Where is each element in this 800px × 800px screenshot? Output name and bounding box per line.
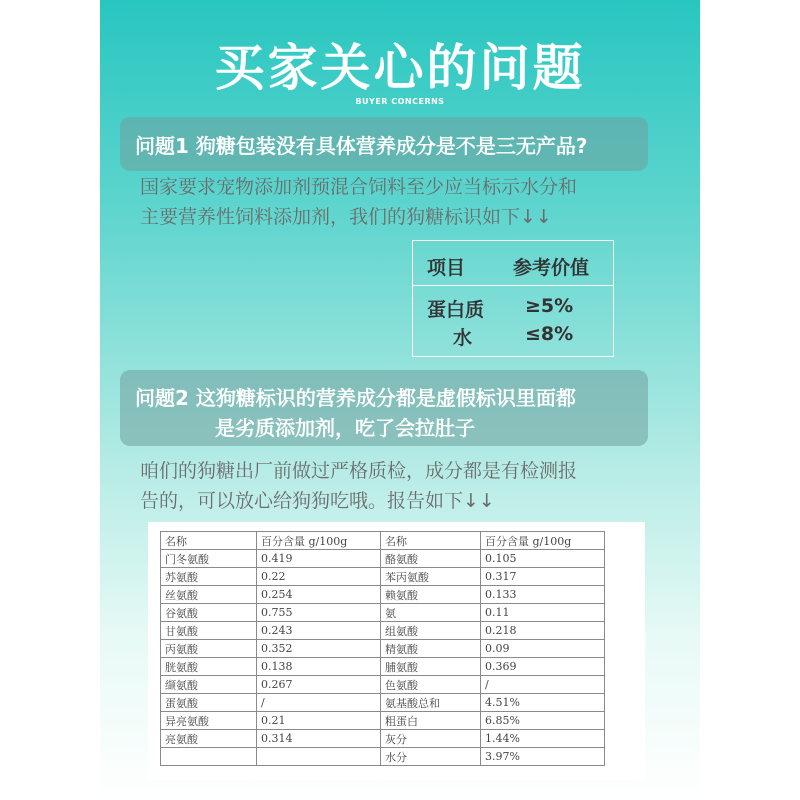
page-title: 买家关心的问题	[214, 39, 586, 97]
report-row	[161, 622, 605, 640]
report-row	[161, 730, 605, 748]
report-value-cell: /	[257, 694, 381, 712]
report-row	[161, 676, 605, 694]
report-header-cell: 名称	[381, 532, 481, 550]
report-row	[161, 550, 605, 568]
nutrition-header-value: 参考价值	[513, 257, 590, 279]
answer-2-line-2: 告的，可以放心给狗狗吃哦。报告如下↓↓	[140, 490, 495, 512]
report-header-cell: 百分含量 g/100g	[257, 532, 381, 550]
answer-1	[140, 172, 680, 232]
report-value-cell: 4.51%	[481, 694, 605, 712]
report-name-cell: 门冬氨酸	[161, 550, 257, 568]
report-value-cell: 6.85%	[481, 712, 605, 730]
report-row	[161, 568, 605, 586]
question-1-box	[120, 117, 648, 171]
answer-2	[140, 456, 680, 516]
product-detail-panel	[100, 0, 700, 800]
report-name-cell: 亮氨酸	[161, 730, 257, 748]
report-name-cell: 缬氨酸	[161, 676, 257, 694]
report-name-cell: 酪氨酸	[381, 550, 481, 568]
nutrition-header-item: 项目	[427, 257, 466, 279]
report-name-cell: 丝氨酸	[161, 586, 257, 604]
report-value-cell: 0.419	[257, 550, 381, 568]
report-name-cell: 精氨酸	[381, 640, 481, 658]
report-name-cell	[161, 748, 257, 766]
report-name-cell: 氨	[381, 604, 481, 622]
report-value-cell: 0.09	[481, 640, 605, 658]
question-1-text: 问题1 狗糖包装没有具体营养成分是不是三无产品?	[135, 134, 588, 158]
report-name-cell: 粗蛋白	[381, 712, 481, 730]
test-report-image	[148, 522, 645, 780]
report-value-cell: 0.317	[481, 568, 605, 586]
report-value-cell: 0.254	[257, 586, 381, 604]
report-value-cell: 1.44%	[481, 730, 605, 748]
report-row	[161, 694, 605, 712]
report-name-cell: 水分	[381, 748, 481, 766]
report-row	[161, 586, 605, 604]
report-value-cell: 0.755	[257, 604, 381, 622]
report-row	[161, 604, 605, 622]
report-name-cell: 脯氨酸	[381, 658, 481, 676]
report-value-cell: 3.97%	[481, 748, 605, 766]
report-name-cell: 异亮氨酸	[161, 712, 257, 730]
report-row	[161, 640, 605, 658]
nutrition-row-protein-value: ≥5%	[525, 295, 574, 317]
report-name-cell: 甘氨酸	[161, 622, 257, 640]
question-2-line-2: 是劣质添加剂，吃了会拉肚子	[215, 416, 475, 440]
question-2-box	[120, 370, 648, 446]
report-value-cell: 0.11	[481, 604, 605, 622]
report-name-cell: 氨基酸总和	[381, 694, 481, 712]
report-name-cell: 赖氨酸	[381, 586, 481, 604]
nutrition-row-water-value: ≤8%	[525, 323, 574, 345]
answer-2-line-1: 咱们的狗糖出厂前做过严格质检，成分都是有检测报	[140, 460, 578, 482]
report-name-cell: 胱氨酸	[161, 658, 257, 676]
report-value-cell: 0.218	[481, 622, 605, 640]
report-value-cell: 0.369	[481, 658, 605, 676]
report-value-cell: 0.352	[257, 640, 381, 658]
report-row	[161, 712, 605, 730]
report-value-cell: 0.22	[257, 568, 381, 586]
report-row	[161, 748, 605, 766]
page-subtitle: BUYER CONCERNS	[355, 97, 445, 106]
nutrition-table-header	[413, 241, 613, 286]
report-value-cell: 0.105	[481, 550, 605, 568]
report-value-cell: 0.21	[257, 712, 381, 730]
report-row	[161, 658, 605, 676]
answer-1-line-1: 国家要求宠物添加剂预混合饲料至少应当标示水分和	[140, 176, 578, 198]
nutrition-row-protein-name: 蛋白质	[427, 299, 485, 321]
report-name-cell: 组氨酸	[381, 622, 481, 640]
report-name-cell: 丙氨酸	[161, 640, 257, 658]
report-name-cell: 色氨酸	[381, 676, 481, 694]
nutrition-row-water-name: 水	[453, 327, 473, 349]
report-name-cell: 灰分	[381, 730, 481, 748]
report-value-cell: /	[481, 676, 605, 694]
nutrition-table	[412, 240, 614, 357]
report-name-cell: 苏氨酸	[161, 568, 257, 586]
amino-acid-report-table	[160, 531, 605, 766]
report-value-cell: 0.243	[257, 622, 381, 640]
report-name-cell: 蛋氨酸	[161, 694, 257, 712]
report-value-cell: 0.138	[257, 658, 381, 676]
report-header-cell: 名称	[161, 532, 257, 550]
question-2-line-1: 问题2 这狗糖标识的营养成分都是虚假标识里面都	[135, 386, 576, 410]
answer-1-line-2: 主要营养性饲料添加剂，我们的狗糖标识如下↓↓	[140, 206, 552, 228]
report-name-cell: 谷氨酸	[161, 604, 257, 622]
report-name-cell: 苯丙氨酸	[381, 568, 481, 586]
report-value-cell: 0.314	[257, 730, 381, 748]
report-value-cell: 0.133	[481, 586, 605, 604]
report-value-cell	[257, 748, 381, 766]
report-header-cell: 百分含量 g/100g	[481, 532, 605, 550]
report-value-cell: 0.267	[257, 676, 381, 694]
report-header-row	[161, 532, 605, 550]
